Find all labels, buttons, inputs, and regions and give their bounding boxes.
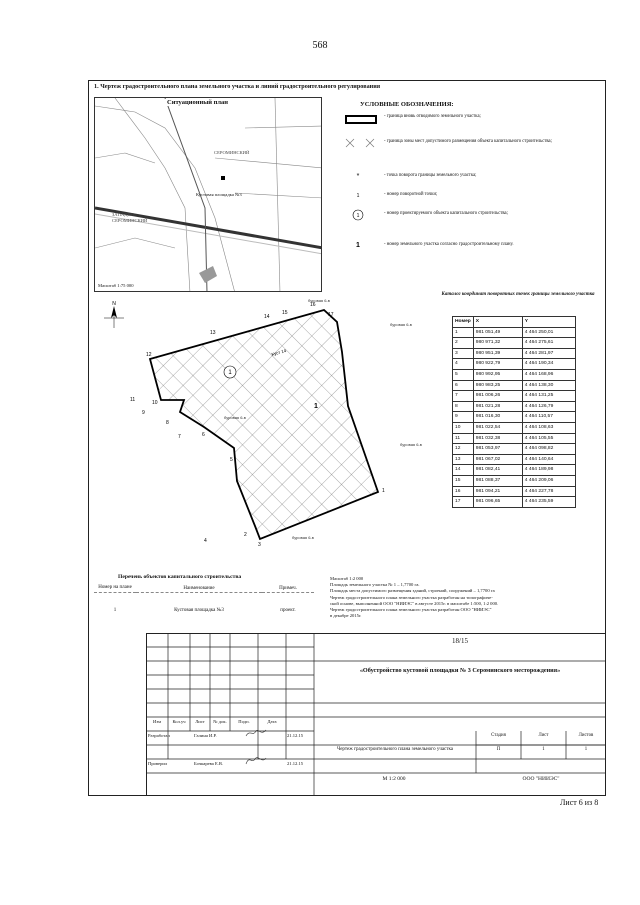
svg-text:17: 17	[328, 312, 334, 318]
svg-text:8: 8	[166, 420, 169, 426]
legend-star-symbol: *	[356, 173, 360, 180]
developer-name: Галина И.Р.	[194, 733, 217, 738]
title-block-grid	[146, 633, 606, 796]
legend-bold-symbol: 1	[356, 242, 360, 249]
svg-text:буровая 6-в: буровая 6-в	[308, 298, 330, 303]
developer-role: Разработал	[148, 733, 170, 738]
stamp-code: 18/15	[452, 637, 468, 645]
svg-text:буровая 6-в: буровая 6-в	[292, 535, 314, 540]
table-row: 6 980 983,25 4 464 138,30	[453, 380, 576, 391]
table-row: 10 981 022,54 4 464 108,63	[453, 422, 576, 433]
situation-title: Ситуационный план	[167, 99, 229, 106]
table-row: 5 980 992,95 4 464 168,96	[453, 369, 576, 380]
svg-text:буровая 6-в: буровая 6-в	[400, 442, 422, 447]
legend-title: УСЛОВНЫЕ ОБОЗНАЧЕНИЯ:	[360, 101, 454, 108]
section-title: 1. Чертеж градостроительного плана земельного участка и линий градостроительного регулирования	[94, 83, 381, 90]
svg-text:1: 1	[356, 213, 360, 219]
table-row: 14 981 082,41 4 464 189,98	[453, 465, 576, 476]
svg-text:N: N	[112, 301, 116, 307]
svg-text:5: 5	[230, 457, 233, 463]
table-row: 16 981 094,21 4 464 227,78	[453, 486, 576, 497]
developer-date: 21.12.15	[287, 733, 304, 738]
svg-text:буровая 6-в: буровая 6-в	[224, 415, 246, 420]
legend-hatch-symbol	[346, 139, 374, 147]
plan-notes: Масштаб 1:2 000 Площадь земельного участка № 1 – 1,7700 га. Площадь места допустимого размещения зданий, строений, сооружений – 1,7700 га Чертеж градостроительного плана земельного участка разработан на топографиче- ской основе, выполненной ООО "НИИЭС" в августе 2015г. в масштабе 1:500, 1:2 000. Чертеж градостроительного плана земельного участка разработан ООО "НИИЭС" в декабре 2015г.	[330, 576, 499, 619]
svg-text:9: 9	[142, 410, 145, 416]
svg-text:16: 16	[310, 302, 316, 308]
svg-text:13: 13	[210, 330, 216, 336]
stamp-headers: Изм Кол.уч Лист № док. Подп. Дата	[153, 719, 277, 724]
checker-signature	[244, 754, 268, 766]
catalog-title: Каталог координат поворотных точек границы земельного участка	[441, 292, 595, 297]
well-label: Куст 14	[270, 348, 287, 357]
table-header: Номер X Y	[453, 317, 576, 328]
stage-values: П 1 1	[496, 747, 588, 752]
svg-text:2: 2	[244, 532, 247, 538]
table-row: 13 981 067,02 4 464 140,64	[453, 454, 576, 465]
table-row: 1 981 051,49 4 464 250,01	[453, 327, 576, 338]
land-plot-plan	[94, 296, 444, 571]
parcel-number: 1	[314, 403, 318, 410]
svg-text:11: 11	[130, 397, 136, 403]
table-row: 7 981 006,26 4 464 131,25	[453, 391, 576, 402]
table-row: 1 Кустовая площадка №3 проект.	[113, 608, 296, 613]
svg-text:1: 1	[228, 370, 232, 376]
svg-text:буровая 6-в: буровая 6-в	[390, 322, 412, 327]
stage-headers: Стадия Лист Листов	[491, 733, 594, 738]
stamp-organization: ООО "НИИЭС"	[522, 776, 560, 782]
svg-text:1: 1	[382, 488, 385, 494]
developer-signature	[244, 727, 268, 739]
situation-scale: Масштаб 1:75 000	[98, 283, 134, 288]
stamp-scale: М 1:2 000	[382, 776, 406, 782]
legend-item-5: - номер проектируемого объекта капитального строительства;	[384, 211, 508, 216]
svg-text:14: 14	[264, 314, 270, 320]
checker-name: Бочкарева Е.В.	[194, 761, 224, 766]
page-number: 568	[312, 40, 328, 51]
map-label-pad: Кустовая площадка №3	[196, 192, 242, 197]
table-header: Номер на плане Наименование Примеч.	[94, 584, 314, 593]
svg-text:10: 10	[152, 400, 158, 406]
svg-text:15: 15	[282, 310, 288, 316]
table-row: 3 980 951,39 4 464 281,97	[453, 348, 576, 359]
svg-text:12: 12	[146, 352, 152, 358]
table-row: 2 980 971,32 4 464 275,61	[453, 338, 576, 349]
map-label-west: ЗАПАДНО-СЕРОМИНСКИЙ	[112, 212, 148, 223]
checker-date: 21.12.15	[287, 761, 304, 766]
sheet-counter: Лист 6 из 8	[560, 798, 599, 807]
table-row: 4 980 922,79 4 464 190,34	[453, 359, 576, 370]
table-row: 15 981 088,37 4 464 209,06	[453, 475, 576, 486]
legend-item-6: - номер земельного участка согласно градостроительному плану.	[384, 242, 514, 247]
table-row: 12 981 053,97 4 464 098,82	[453, 444, 576, 455]
svg-text:3: 3	[258, 542, 261, 548]
checker-role: Проверил	[148, 761, 168, 766]
table-row: 8 981 021,28 4 464 126,79	[453, 401, 576, 412]
coordinate-table	[452, 316, 576, 508]
legend-item-3: - точка поворота границы земельного участка;	[384, 173, 477, 178]
drawing-name: Чертеж градостроительного плана земельного участка	[336, 747, 454, 752]
legend-symbols	[340, 112, 384, 252]
legend-item-1: - граница вновь отводимого земельного участка;	[384, 114, 481, 119]
objects-table	[94, 584, 314, 614]
stamp-project: «Обустройство кустовой площадки № 3 Сероминского месторождения»	[359, 667, 561, 674]
parcel-boundary	[150, 310, 378, 539]
north-arrow	[104, 301, 124, 328]
legend-item-4: - номер поворотной точки;	[384, 192, 438, 197]
svg-text:6: 6	[202, 432, 205, 438]
legend-boundary-symbol	[346, 116, 376, 123]
map-label-serominsky: СЕРОМИНСКИЙ	[214, 150, 250, 155]
table-row: 11 981 032,38 4 464 105,55	[453, 433, 576, 444]
svg-text:7: 7	[178, 434, 181, 440]
table-row: 9 981 016,30 4 464 110,57	[453, 412, 576, 423]
objects-title: Перечень объектов капитального строительства	[118, 574, 242, 580]
legend-item-2: - граница зоны мест допустимого размещения объекта капитального строительства;	[384, 139, 552, 144]
table-row: 17 981 096,65 4 464 235,59	[453, 497, 576, 508]
legend-number-symbol: 1	[356, 193, 360, 199]
svg-text:4: 4	[204, 538, 207, 544]
